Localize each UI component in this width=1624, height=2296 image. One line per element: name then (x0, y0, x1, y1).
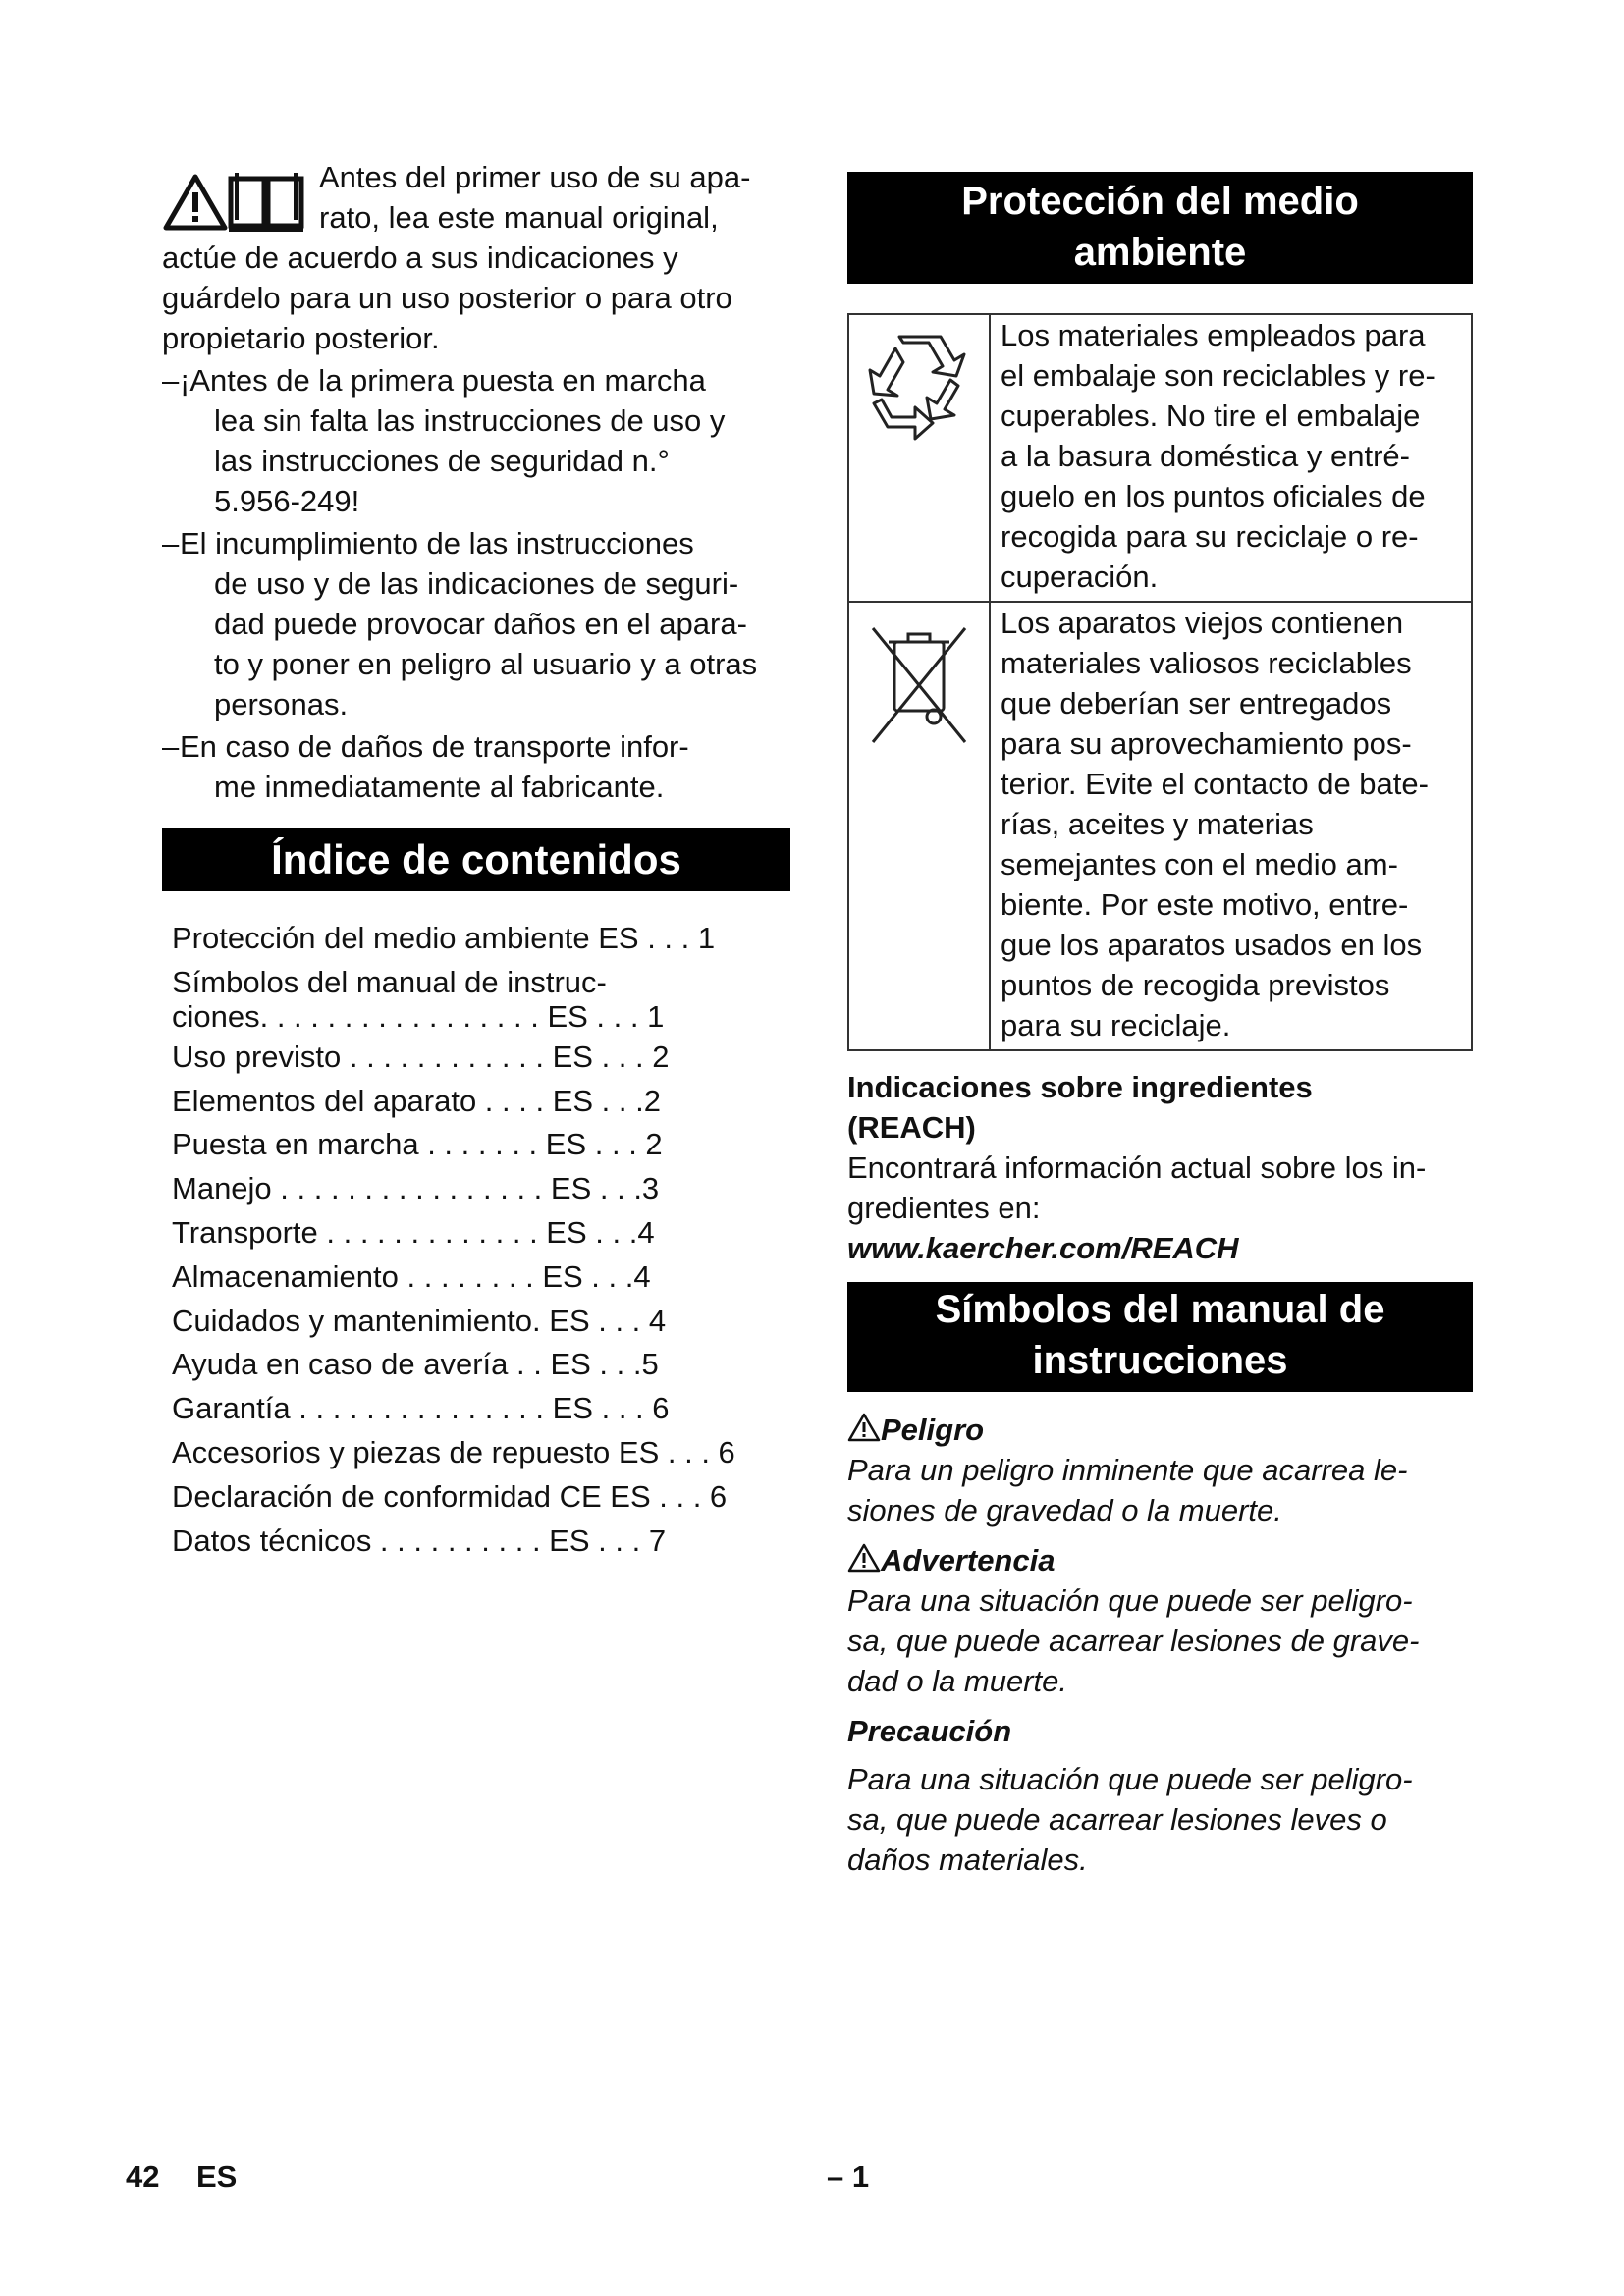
bullet-line: En caso de daños de transporte infor- (180, 729, 689, 764)
toc-entry[interactable]: Almacenamiento . . . . . . . . ES . . .4 (172, 1258, 651, 1294)
environment-row (848, 314, 1472, 602)
bullet-line: lea sin falta las instrucciones de uso y (214, 403, 726, 438)
toc-entry[interactable]: Protección del medio ambiente ES . . . 1 (172, 921, 716, 955)
symbol-desc-line: sa, que puede acarrear lesiones de grave- (847, 1624, 1420, 1658)
environment-table (847, 313, 1473, 1051)
intro-line: Antes del primer uso de su apa- (319, 160, 751, 194)
symbol-desc (847, 1580, 1473, 1701)
symbol-title (847, 1711, 1473, 1751)
bullet-dash: – (162, 526, 180, 561)
left-column (162, 157, 790, 1563)
symbol-title-text: Peligro (881, 1413, 985, 1447)
symbol-title (847, 1540, 1473, 1580)
bullet-item (162, 360, 790, 521)
symbol-desc-line: sa, que puede acarrear lesiones leves o (847, 1802, 1387, 1837)
symbol-title (847, 1410, 1473, 1450)
warning-triangle-icon (847, 1543, 881, 1573)
symbol-desc (847, 1450, 1473, 1530)
environment-icon-cell (848, 314, 990, 602)
bullet-line: dad puede provocar daños en el apara- (214, 607, 747, 641)
environment-line: guelo en los puntos oficiales de (1001, 479, 1426, 513)
table-of-contents (162, 917, 790, 1563)
toc-entry[interactable]: Datos técnicos . . . . . . . . . . ES . . . 7 (172, 1522, 667, 1558)
bullet-line: ¡Antes de la primera puesta en marcha (180, 363, 706, 398)
bullet-dash: – (162, 729, 180, 764)
environment-heading (847, 172, 1473, 284)
environment-line: terior. Evite el contacto de bate- (1001, 767, 1429, 801)
intro-section (162, 157, 790, 807)
bullet-line: personas. (214, 687, 349, 721)
symbol-desc-line: Para un peligro inminente que acarrea le- (847, 1453, 1408, 1487)
environment-line: para su aprovechamiento pos- (1001, 726, 1412, 761)
environment-heading-line: Protección del medio (961, 180, 1359, 223)
toc-entry[interactable]: Declaración de conformidad CE ES . . . 6 (172, 1478, 728, 1514)
warning-triangle-icon (847, 1413, 881, 1442)
environment-line: semejantes con el medio am- (1001, 847, 1398, 881)
environment-text-cell (990, 602, 1472, 1050)
bullet-line: to y poner en peligro al usuario y a otras (214, 647, 758, 681)
intro-line: propietario posterior. (162, 321, 440, 355)
environment-line: gue los aparatos usados en los (1001, 928, 1423, 962)
environment-row (848, 602, 1472, 1050)
environment-line: Los materiales empleados para (1001, 318, 1426, 352)
toc-entry[interactable]: Ayuda en caso de avería . . ES . . .5 (172, 1347, 659, 1382)
crossed-out-bin-icon (865, 616, 973, 754)
toc-entry[interactable]: Manejo . . . . . . . . . . . . . . . . ES . . .3 (172, 1171, 660, 1206)
symbol-desc-line: dad o la muerte. (847, 1664, 1068, 1698)
environment-text-cell (990, 314, 1472, 602)
intro-icons (162, 171, 309, 232)
toc-entry[interactable]: Accesorios y piezas de repuesto ES . . . 6 (172, 1434, 735, 1469)
intro-line: rato, lea este manual original, (319, 200, 719, 235)
environment-line: recogida para su reciclaje o re- (1001, 519, 1419, 554)
environment-heading-line: ambiente (1073, 231, 1247, 274)
environment-line: para su reciclaje. (1001, 1008, 1231, 1042)
environment-line: materiales valiosos reciclables (1001, 646, 1412, 680)
symbol-item (847, 1711, 1473, 1880)
symbols-heading (847, 1282, 1473, 1392)
bullet-line: El incumplimiento de las instrucciones (180, 526, 694, 561)
bullet-line: de uso y de las indicaciones de seguri- (214, 566, 739, 601)
right-column (847, 172, 1473, 1880)
symbol-item (847, 1540, 1473, 1701)
environment-line: cuperación. (1001, 560, 1159, 594)
environment-line: el embalaje son reciclables y re- (1001, 358, 1435, 393)
environment-line: biente. Por este motivo, entre- (1001, 887, 1409, 922)
toc-entry[interactable]: Garantía . . . . . . . . . . . . . . . ES . . . 6 (172, 1391, 670, 1426)
symbol-item (847, 1410, 1473, 1530)
symbol-desc-line: siones de gravedad o la muerte. (847, 1493, 1282, 1527)
toc-entry[interactable]: Símbolos del manual de instruc- (172, 964, 607, 999)
reach-title-line: Indicaciones sobre ingredientes (847, 1070, 1313, 1104)
environment-line: que deberían ser entregados (1001, 686, 1392, 721)
intro-line: actúe de acuerdo a sus indicaciones y (162, 240, 678, 275)
toc-entry[interactable]: ciones. . . . . . . . . . . . . . . . . ES . . . 1 (172, 998, 665, 1034)
environment-line: cuperables. No tire el embalaje (1001, 399, 1421, 433)
reach-text-line: gredientes en: (847, 1191, 1041, 1225)
bullet-item (162, 726, 790, 807)
footer-language: ES (196, 2160, 238, 2194)
symbols-heading-line: Símbolos del manual de (935, 1288, 1385, 1331)
reach-text (847, 1148, 1473, 1268)
manual-book-icon (227, 171, 305, 232)
toc-entry[interactable]: Puesta en marcha . . . . . . . ES . . . 2 (172, 1127, 663, 1162)
reach-text-line: Encontrará información actual sobre los in- (847, 1150, 1427, 1185)
symbol-desc-line: Para una situación que puede ser peligro- (847, 1583, 1413, 1618)
toc-entry[interactable]: Uso previsto . . . . . . . . . . . . ES . . . 2 (172, 1039, 670, 1074)
bullet-line: las instrucciones de seguridad n.° (214, 444, 670, 478)
reach-link[interactable]: www.kaercher.com/REACH (847, 1231, 1239, 1265)
toc-entry[interactable]: Transporte . . . . . . . . . . . . . ES . . .4 (172, 1214, 655, 1250)
environment-line: Los aparatos viejos contienen (1001, 606, 1404, 640)
symbol-desc-line: Para una situación que puede ser peligro- (847, 1762, 1413, 1796)
footer-page-marker: – 1 (827, 2160, 870, 2194)
symbol-desc-line: daños materiales. (847, 1842, 1088, 1877)
symbol-title-text: Advertencia (881, 1543, 1056, 1577)
symbols-heading-line: instrucciones (1032, 1339, 1288, 1382)
environment-line: rías, aceites y materias (1001, 807, 1314, 841)
intro-line: guárdelo para un uso posterior o para otro (162, 281, 732, 315)
reach-title-line: (REACH) (847, 1110, 976, 1145)
environment-icon-cell (848, 602, 990, 1050)
environment-line: a la basura doméstica y entré- (1001, 439, 1410, 473)
bullet-item (162, 523, 790, 724)
bullet-line: me inmediatamente al fabricante. (214, 770, 665, 804)
environment-line: puntos de recogida previstos (1001, 968, 1390, 1002)
reach-title (847, 1067, 1473, 1148)
footer-page-number: 42 (126, 2160, 160, 2194)
toc-entry[interactable]: Cuidados y mantenimiento. ES . . . 4 (172, 1303, 667, 1338)
symbol-title-text: Precaución (847, 1714, 1012, 1748)
bullet-dash: – (162, 363, 180, 398)
recycle-icon (860, 329, 978, 456)
bullet-line: 5.956-249! (214, 484, 360, 518)
toc-entry[interactable]: Elementos del aparato . . . . ES . . .2 (172, 1083, 661, 1118)
symbol-desc (847, 1759, 1473, 1880)
toc-heading: Índice de contenidos (162, 828, 790, 891)
